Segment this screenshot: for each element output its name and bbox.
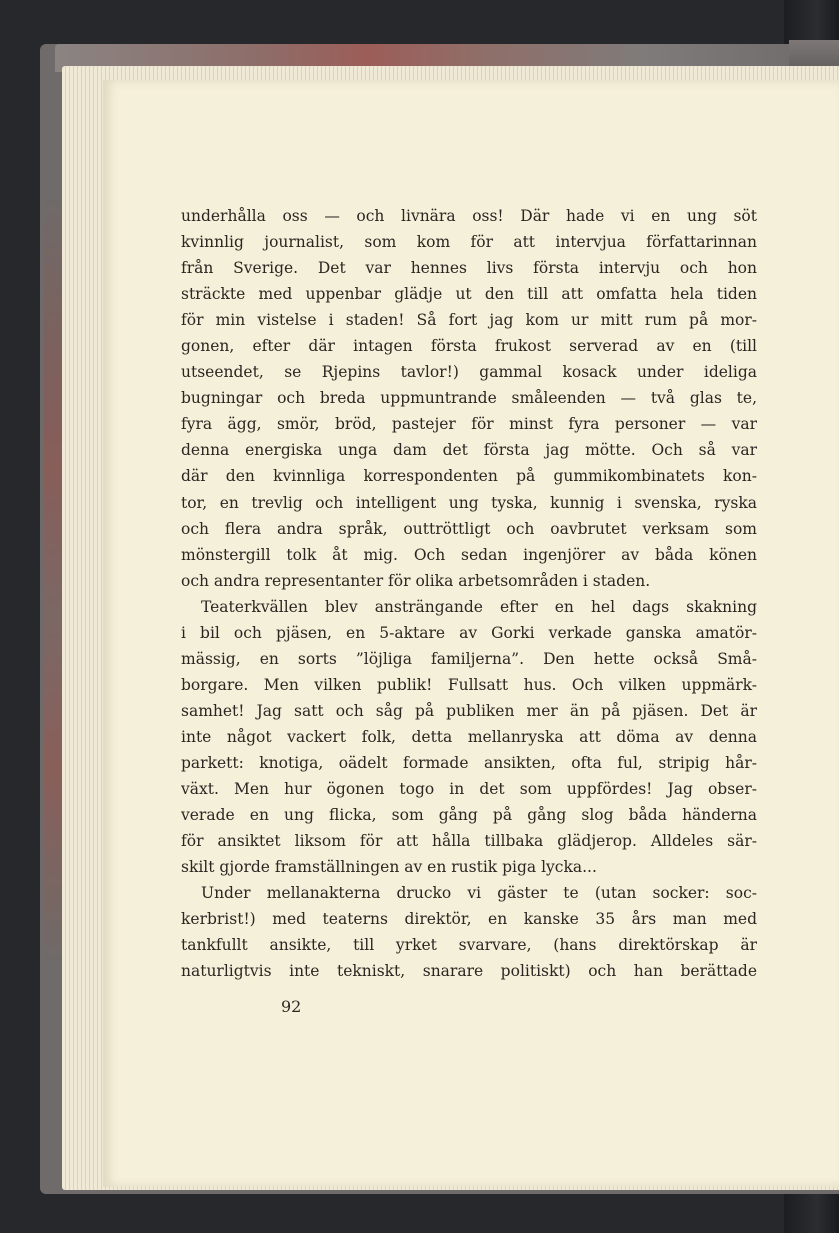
text-line: där den kvinnliga korrespondenten på gummikombinatets kon- — [181, 467, 757, 486]
text-line: naturligtvis inte tekniskt, snarare politiskt) och han berättade — [181, 962, 757, 981]
text-line: från Sverige. Det var hennes livs första intervju och hon — [181, 259, 757, 278]
text-line: samhet! Jag satt och såg på publiken mer än på pjäsen. Det är — [181, 701, 757, 720]
text-line: för ansiktet liksom för att hålla tillbaka glädjerop. Alldeles sär- — [181, 832, 757, 851]
book-cover-left-edge — [44, 200, 62, 960]
text-line: växt. Men hur ögonen togo in det som uppfördes! Jag obser- — [181, 780, 757, 799]
text-line: underhålla oss — och livnära oss! Där hade vi en ung söt — [181, 207, 757, 225]
text-line: mässig, en sorts ”löjliga familjerna”. Den hette också Små- — [181, 649, 757, 668]
text-line: Under mellanakterna drucko vi gäster te (utan socker: soc- — [201, 884, 757, 903]
text-line: inte något vackert folk, detta mellanryska att döma av denna — [181, 727, 757, 746]
text-line: mönstergill tolk åt mig. Och sedan ingenjörer av båda könen — [181, 545, 757, 564]
text-line: fyra ägg, smör, bröd, pastejer för minst fyra personer — var — [181, 415, 757, 434]
text-line: och flera andra språk, outtröttligt och oavbrutet verksam som — [181, 519, 757, 538]
text-line: tor, en trevlig och intelligent ung tyska, kunnig i svenska, ryska — [181, 493, 757, 512]
text-line: borgare. Men vilken publik! Fullsatt hus. Och vilken uppmärk- — [181, 675, 757, 694]
text-line: för min vistelse i staden! Så fort jag kom ur mitt rum på mor- — [181, 311, 757, 330]
text-line: skilt gjorde framställningen av en rustik piga lycka... — [181, 858, 597, 877]
text-line: kerbrist!) med teaterns direktör, en kanske 35 års man med — [181, 910, 757, 929]
text-line: Teaterkvällen blev ansträngande efter en hel dags skakning — [201, 597, 757, 616]
text-line: verade en ung flicka, som gång på gång slog båda händerna — [181, 806, 757, 825]
page-number: 92 — [281, 997, 302, 1016]
text-line: och andra representanter för olika arbetsområden i staden. — [181, 571, 651, 590]
text-line: denna energiska unga dam det första jag mötte. Och så var — [181, 441, 757, 460]
text-line: utseendet, se Rjepins tavlor!) gammal kosack under ideliga — [181, 363, 757, 382]
page-text — [181, 203, 757, 984]
text-line: bugningar och breda uppmuntrande småleenden — två glas te, — [181, 389, 757, 408]
text-line: i bil och pjäsen, en 5-aktare av Gorki verkade ganska amatör- — [181, 623, 757, 642]
text-line: gonen, efter där intagen första frukost serverad av en (till — [181, 337, 757, 356]
text-line: sträckte med uppenbar glädje ut den till att omfatta hela tiden — [181, 285, 757, 304]
text-line: tankfullt ansikte, till yrket svarvare, (hans direktörskap är — [181, 936, 757, 955]
text-line: parkett: knotiga, oädelt formade ansikten, ofta ful, stripig hår- — [181, 753, 757, 772]
text-line: kvinnlig journalist, som kom för att intervjua författarinnan — [181, 233, 757, 252]
